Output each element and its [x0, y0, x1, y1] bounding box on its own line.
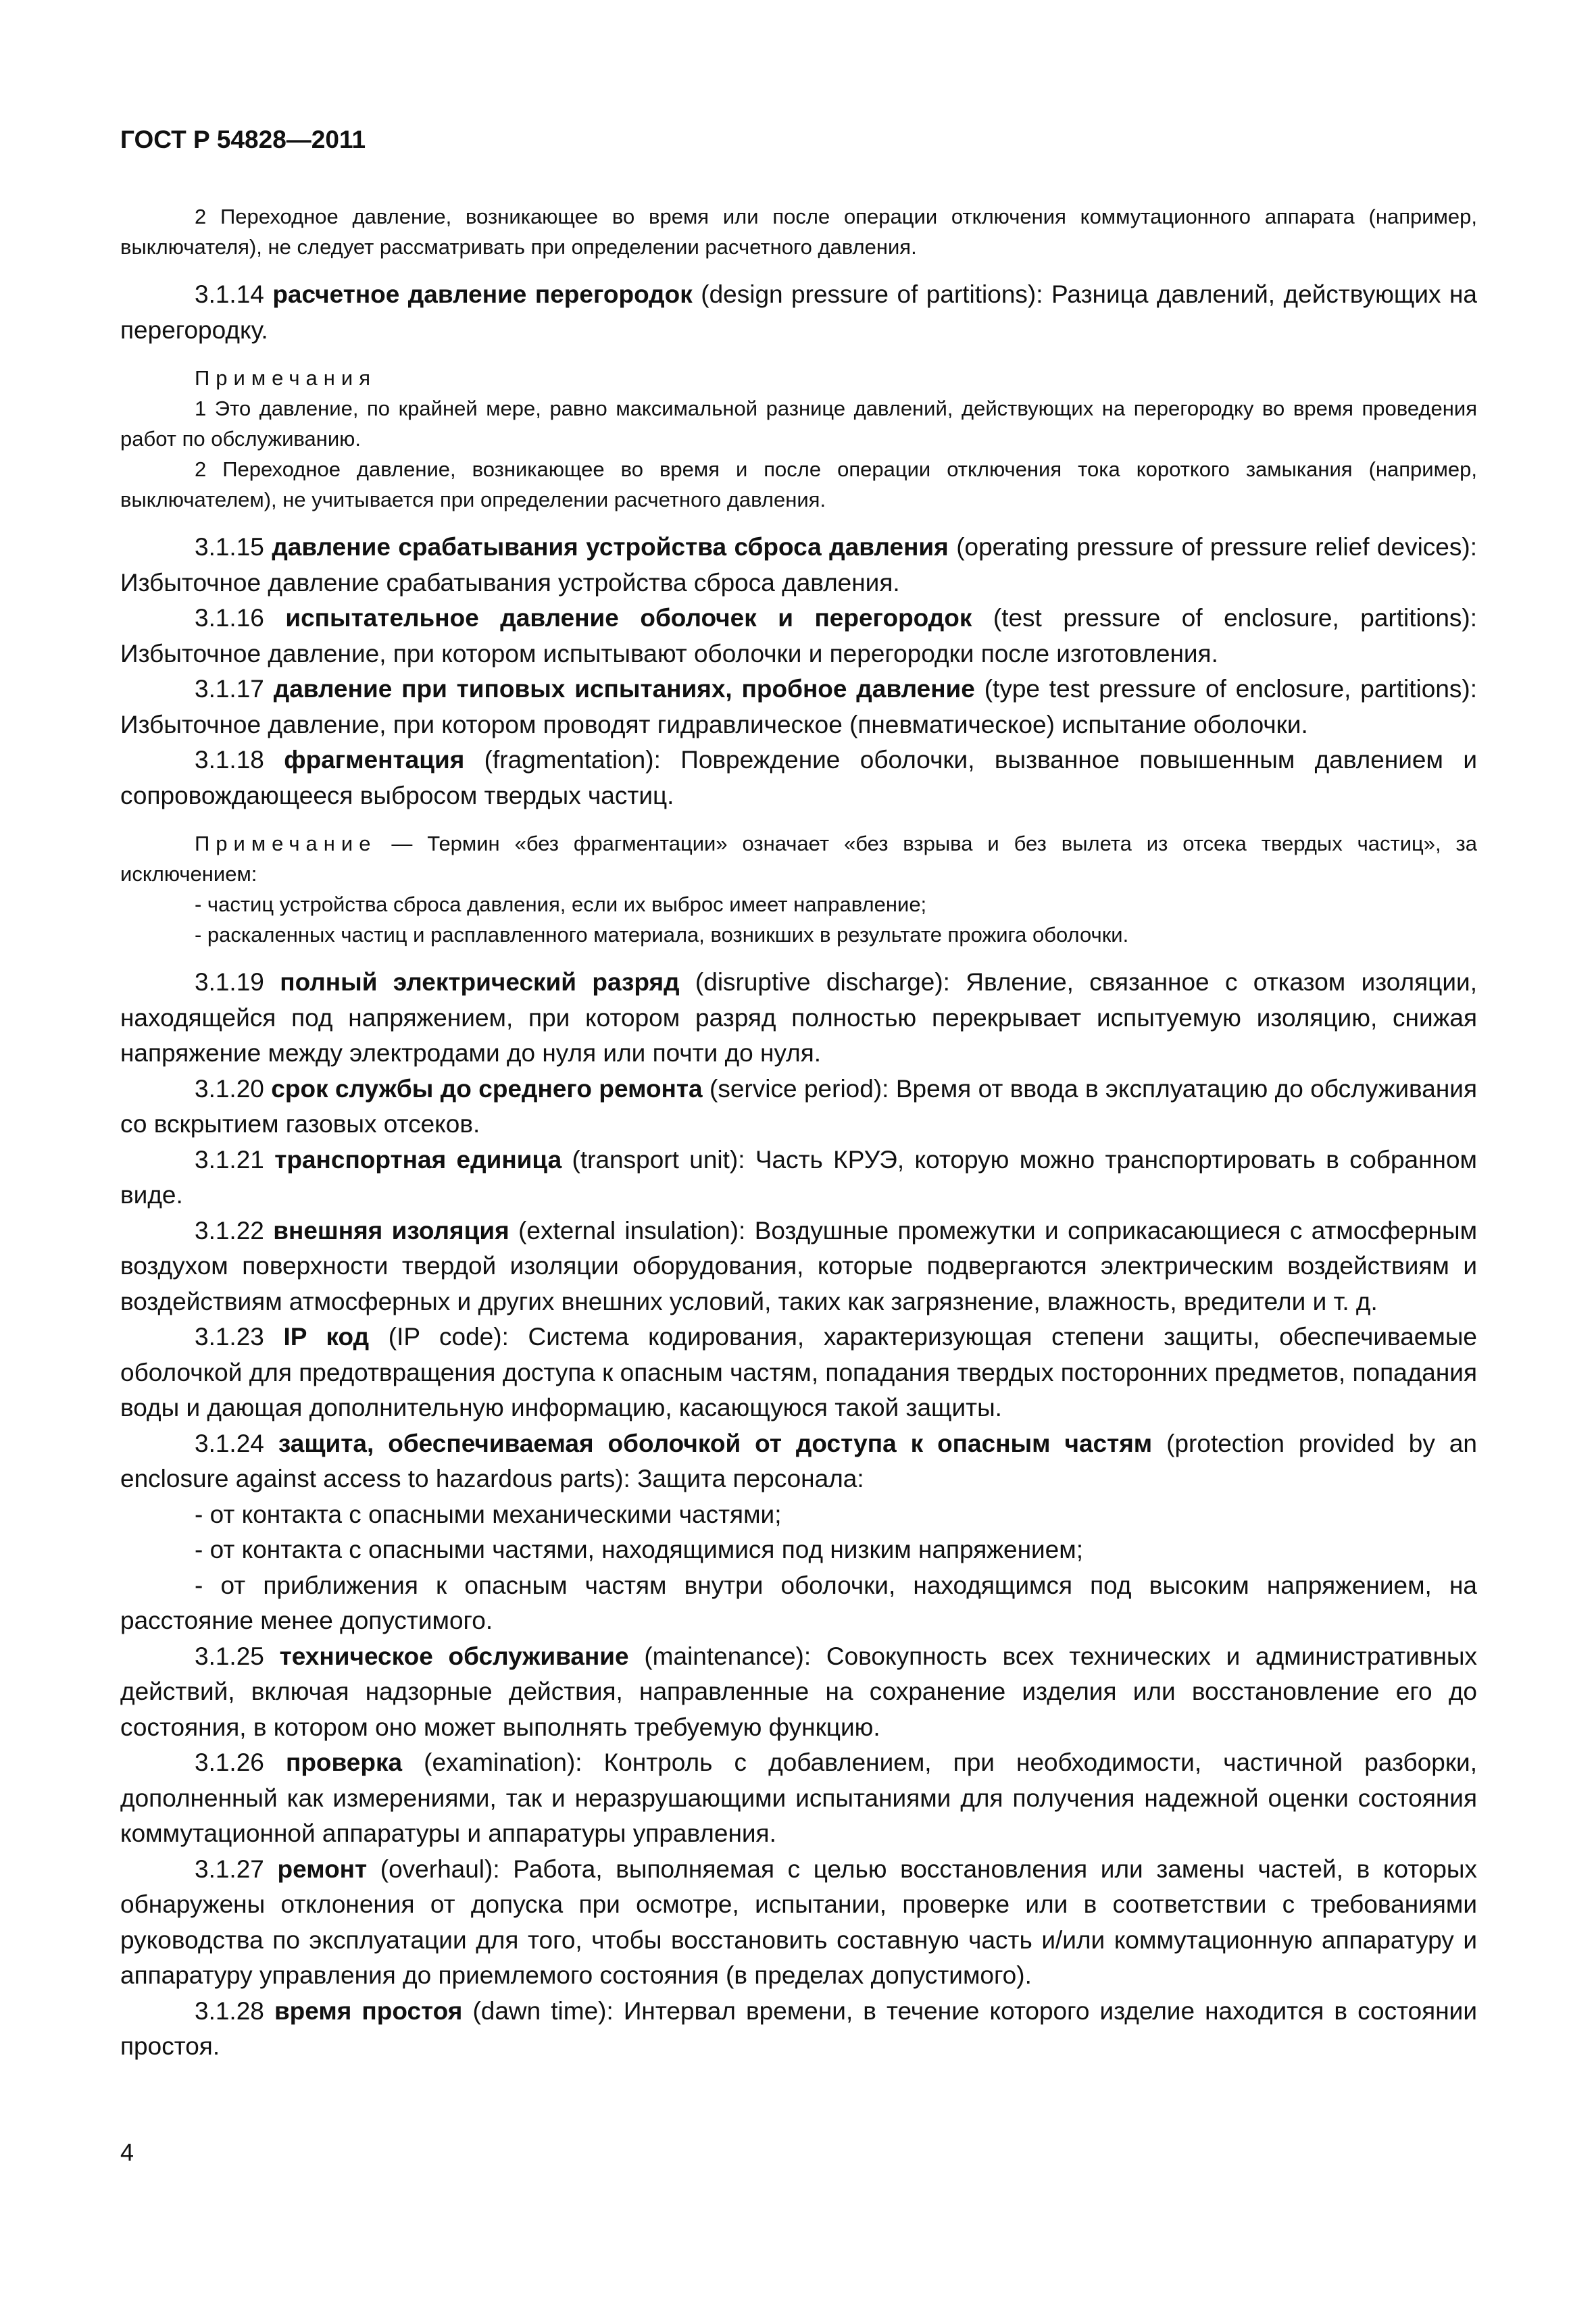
term-definition: (design pressure of partitions): Разница давлений, действующих на перегородку.: [120, 280, 1477, 344]
note-item: 2 Переходное давление, возникающее во время и после операции отключения тока короткого замыкания (например, выключателем), не учитывается при определении расчетного давления.: [120, 457, 1477, 511]
term-number: 3.1.26: [195, 1749, 286, 1776]
term-3-1-16: [120, 601, 1477, 672]
note-dash-item: - раскаленных частиц и расплавленного материала, возникших в результате прожига оболочки.: [195, 923, 1129, 947]
term-definition: (operating pressure of pressure relief devices): Избыточное давление срабатывания устройства сброса давления.: [120, 533, 1477, 597]
term-name: время простоя: [274, 1996, 463, 2025]
term-3-1-17: [120, 672, 1477, 743]
term-definition: (external insulation): Воздушные промежутки и соприкасающиеся с атмосферным воздухом поверхности твердой изоляции оборудования, которые подвергаются электрическим воздействиям и воздействиям атмосферных и других внешних условий, таких как загрязнение, влажность, вредители и т. д.: [120, 1216, 1478, 1315]
term-definition: (transport unit): Часть КРУЭ, которую можно транспортировать в собранном виде.: [120, 1145, 1477, 1209]
term-number: 3.1.21: [195, 1145, 275, 1174]
page-number: 4: [120, 2138, 134, 2166]
term-name: проверка: [285, 1749, 403, 1776]
term-name: испытательное давление оболочек и перегородок: [285, 604, 972, 632]
term-number: 3.1.15: [195, 533, 272, 561]
term-definition: (protection provided by an enclosure against access to hazardous parts): Защита персонала:: [120, 1429, 1477, 1492]
dash-item: - от контакта с опасными частями, находящимися под низким напряжением;: [195, 1536, 1083, 1563]
term-name: техническое обслуживание: [279, 1642, 629, 1670]
term-definition: (dawn time): Интервал времени, в течение которого изделие находится в состоянии простоя.: [120, 1996, 1477, 2060]
term-3-1-21: [120, 1142, 1477, 1213]
term-number: 3.1.19: [195, 968, 280, 996]
term-3-1-24: [120, 1426, 1477, 1497]
term-number: 3.1.14: [195, 280, 273, 308]
term-3-1-19: [120, 965, 1477, 1072]
document-body: [120, 201, 1477, 2065]
note-item: 2 Переходное давление, возникающее во время или после операции отключения коммутационного аппарата (например, выключателя), не следует рассматривать при определении расчетного давления.: [120, 205, 1477, 259]
term-definition: (examination): Контроль с добавлением, при необходимости, частичной разборки, дополненный как измерениями, так и неразрушающими испытаниями для получения надежной оценки состояния коммутационной аппаратуры и аппаратуры управления.: [120, 1749, 1477, 1847]
term-definition: (maintenance): Совокупность всех технических и административных действий, включая надзорные действия, направленные на сохранение изделия или восстановление его до состояния, в котором оно может выполнять требуемую функцию.: [120, 1642, 1477, 1741]
term-name: фрагментация: [284, 746, 465, 774]
term-3-1-27: [120, 1852, 1477, 1994]
dash-item: - от контакта с опасными механическими частями;: [195, 1500, 782, 1528]
term-name: давление при типовых испытаниях, пробное давление: [273, 675, 975, 703]
term-number: 3.1.23: [195, 1323, 284, 1351]
term-name: защита, обеспечиваемая оболочкой от доступа к опасным частям: [278, 1429, 1153, 1457]
notes-heading: Примечания: [195, 366, 376, 390]
term-definition: (test pressure of enclosure, partitions): Избыточное давление, при котором испытывают оболочки и перегородки после изготовления.: [120, 604, 1477, 668]
note-dash-item: - частиц устройства сброса давления, если их выброс имеет направление;: [195, 892, 927, 916]
term-number: 3.1.17: [195, 675, 274, 703]
term-definition: (IP code): Система кодирования, характеризующая степени защиты, обеспечиваемые оболочкой для предотвращения доступа к опасным частям, попадания твердых посторонних предметов, попадания воды и дающая дополнительную информацию, касающуюся такой защиты.: [120, 1323, 1477, 1422]
term-number: 3.1.20: [195, 1074, 272, 1103]
note-label: Примечание: [195, 832, 377, 855]
term-3-1-14: [120, 277, 1477, 348]
term-name: внешняя изоляция: [273, 1216, 509, 1244]
term-number: 3.1.25: [195, 1642, 280, 1670]
term-3-1-28: [120, 1994, 1477, 2065]
term-name: давление срабатывания устройства сброса давления: [272, 533, 949, 561]
document-header: ГОСТ Р 54828—2011: [120, 126, 366, 153]
term-3-1-20: [120, 1072, 1477, 1142]
term-3-1-15: [120, 530, 1477, 601]
term-number: 3.1.24: [195, 1429, 278, 1457]
term-number: 3.1.28: [195, 1996, 274, 2025]
term-number: 3.1.27: [195, 1855, 278, 1883]
term-3-1-23: [120, 1319, 1477, 1426]
term-name: транспортная единица: [274, 1145, 562, 1174]
term-3-1-18: [120, 743, 1477, 813]
term-name: расчетное давление перегородок: [272, 280, 693, 308]
term-name: ремонт: [277, 1855, 368, 1883]
term-definition: (fragmentation): Повреждение оболочки, вызванное повышенным давлением и сопровождающееся выбросом твердых частиц.: [120, 746, 1477, 809]
term-definition: (type test pressure of enclosure, partitions): Избыточное давление, при котором проводят гидравлическое (пневматическое) испытание оболочки.: [120, 675, 1477, 738]
term-3-1-26: [120, 1745, 1477, 1852]
note-item: 1 Это давление, по крайней мере, равно максимальной разнице давлений, действующих на перегородку во время проведения работ по обслуживанию.: [120, 397, 1477, 451]
term-definition: (service period): Время от ввода в эксплуатацию до обслуживания со вскрытием газовых отсеков.: [120, 1074, 1477, 1138]
term-number: 3.1.16: [195, 604, 286, 632]
term-number: 3.1.22: [195, 1216, 274, 1244]
term-number: 3.1.18: [195, 746, 284, 774]
note-text: — Термин «без фрагментации» означает «без взрыва и без вылета из отсека твердых частиц», за исключением:: [120, 832, 1477, 886]
term-3-1-22: [120, 1213, 1477, 1320]
term-definition: (disruptive discharge): Явление, связанное с отказом изоляции, находящейся под напряжением, при котором разряд полностью перекрывает испытуемую изоляцию, снижая напряжение между электродами до нуля или почти до нуля.: [120, 968, 1477, 1067]
term-3-1-25: [120, 1639, 1477, 1746]
note-3-1-18: [120, 828, 1477, 889]
term-definition: (overhaul): Работа, выполняемая с целью восстановления или замены частей, в которых обнаружены отклонения от допуска при осмотре, испытании, проверке или в соответствии с требованиями руководства по эксплуатации для того, чтобы восстановить составную часть и/или коммутационную аппаратуру и аппаратуру управления до приемлемого состояния (в пределах допустимого).: [120, 1855, 1477, 1989]
term-name: срок службы до среднего ремонта: [271, 1074, 703, 1103]
term-name: полный электрический разряд: [280, 968, 680, 996]
dash-item: - от приближения к опасным частям внутри оболочки, находящимся под высоким напряжением, на расстояние менее допустимого.: [120, 1571, 1477, 1634]
term-name: IP код: [283, 1323, 370, 1351]
